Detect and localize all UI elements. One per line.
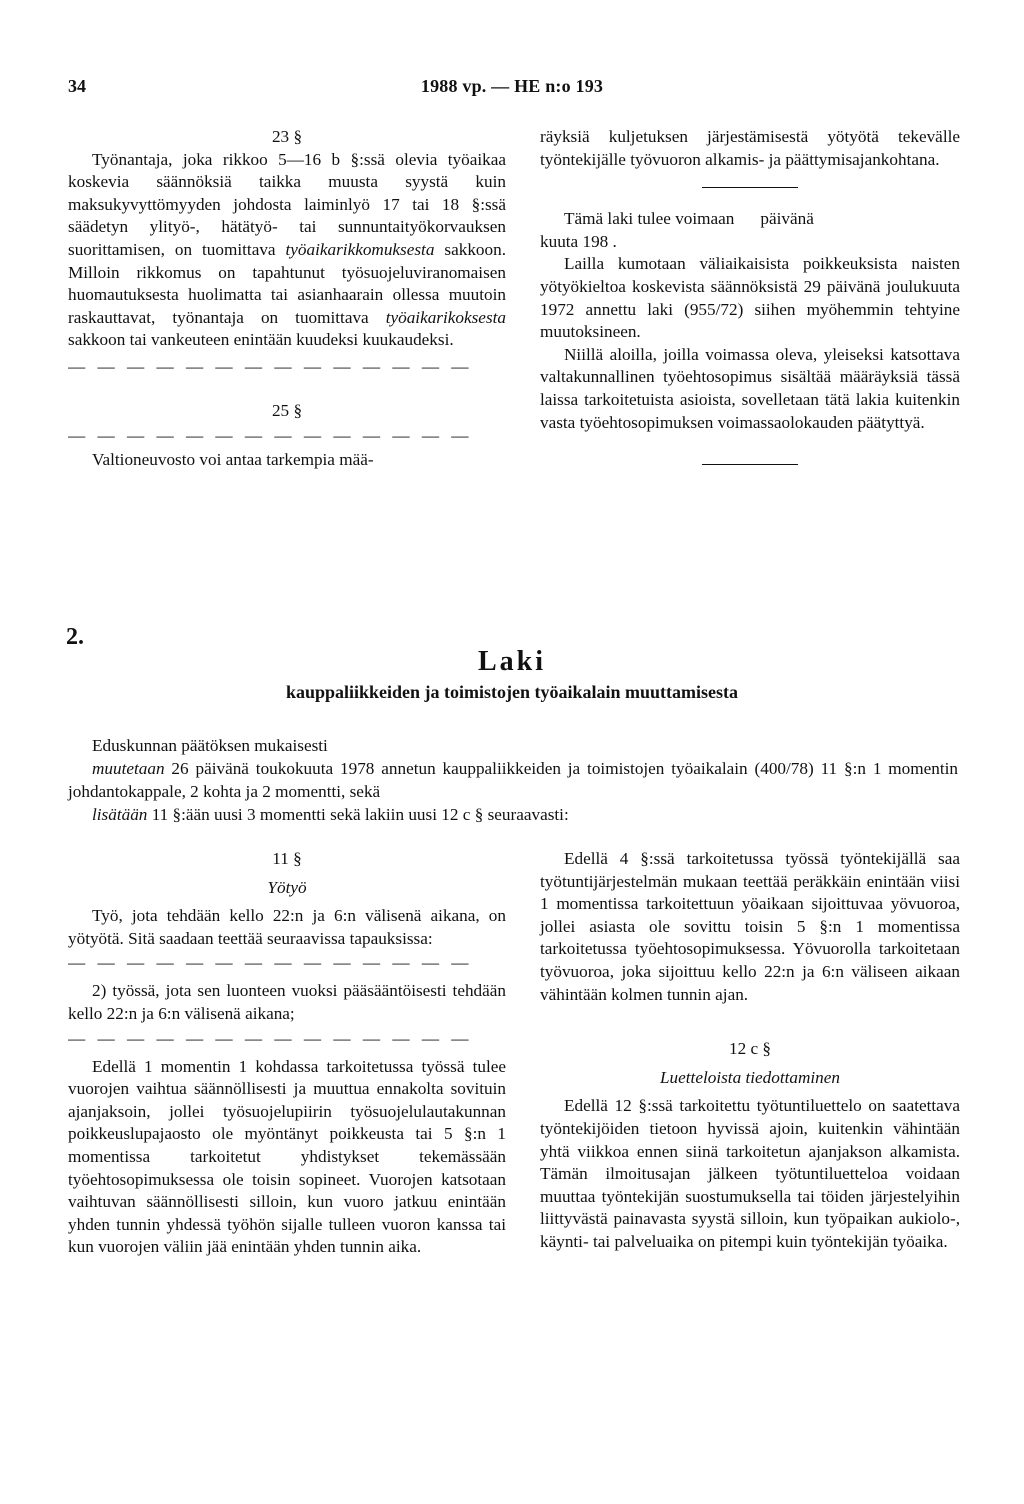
application-text: Niillä aloilla, joilla voimassa oleva, yleiseksi katsottava valtakunnallinen työehtosopimus sisältää määräyksiä tässä laissa tarkoitetuista asioista, sovelletaan tätä lakia kuitenkin vasta työehtosopimuksen voimassaolokauden päätyttyä. xyxy=(540,344,960,432)
page-number: 34 xyxy=(68,76,86,96)
omission-dashes: — — — — — — — — — — — — — — xyxy=(68,356,473,376)
term-tyoaikarikos: työaikarikoksesta xyxy=(385,307,506,327)
section-23-text: Työnantaja, joka rikkoo 5—16 b §:ssä olevia työaikaa koskevia säännöksiä taikka muusta syystä kuin maksukyvyttömyyden johdosta laiminlyö 17 tai 18 §:ssä säädetyn ylityö-, hätätyö- tai sunnuntaityökorvauksen suorittamisen, on tuomittava työaikarikkomuksesta sakkoon. Milloin rikkomus on tapahtunut työsuojeluviranomaisen huomautuksesta huolimatta tai asianhaarain ollessa muutoin raskauttavat, työnantaja on tuomittava työaikarikoksesta sakkoon tai vankeuteen enintään kuudeksi kuukaudeksi. xyxy=(68,149,506,350)
law-number: 2. xyxy=(66,624,84,650)
left-column-top xyxy=(68,126,506,471)
preamble-line: Eduskunnan päätöksen mukaisesti xyxy=(92,736,328,755)
right-column-top xyxy=(540,126,960,465)
omission-dashes: — — — — — — — — — — — — — — xyxy=(68,425,473,445)
entry-into-force-year: kuuta 198 . xyxy=(540,231,617,251)
preamble-add: lisätään 11 §:ään uusi 3 momentti sekä lakiin uusi 12 c § seuraavasti: xyxy=(92,805,569,824)
section-11-subtitle: Yötyö xyxy=(267,877,307,897)
omission-dashes: — — — — — — — — — — — — — — xyxy=(68,953,473,973)
left-column-bottom xyxy=(68,848,506,1259)
section-25-text: Valtioneuvosto voi antaa tarkempia mää- xyxy=(92,449,374,469)
document-title: 1988 vp. — HE n:o 193 xyxy=(420,76,604,96)
preamble-amend: muutetaan 26 päivänä toukokuuta 1978 annetun kauppaliikkeiden ja toimistojen työaikalain (400/78) 11 §:n 1 momentin johdantokappale, 2 kohta ja 2 momentti, sekä xyxy=(68,759,958,801)
omission-dashes: — — — — — — — — — — — — — — xyxy=(68,1028,473,1048)
separator-rule xyxy=(702,187,798,188)
right-column-bottom xyxy=(540,848,960,1254)
term-tyoaikarikkomus: työaikarikkomuksesta xyxy=(285,239,435,259)
continued-text: räyksiä kuljetuksen järjestämisestä yötyötä tekevälle työntekijälle työvuoron alkamis- ja päättymisajankohtana. xyxy=(540,127,960,169)
page-header xyxy=(0,70,1024,100)
entry-into-force: Tämä laki tulee voimaan päivänä xyxy=(564,209,814,229)
section-25-heading: 25 § xyxy=(271,400,303,420)
law-preamble xyxy=(68,734,958,826)
section-12c-heading: 12 c § xyxy=(728,1039,771,1059)
section-11-text: Työ, jota tehdään kello 22:n ja 6:n välisenä aikana, on yötyötä. Sitä saadaan teettää seuraavissa tapauksissa: xyxy=(68,906,506,948)
moment-2-text: Edellä 1 momentin 1 kohdassa tarkoitetussa työssä tulee vuorojen vaihtua säännöllisesti ja muuttua ennakolta sovituin ajanjaksoin, jollei työsuojelupiirin työsuojelulautakunnan poikkeuslupajaosto ole myöntänyt poikkeusta tai 5 §:n 1 momentissa tarkoitetut yhdistykset tekemässään työehtosopimuksessa ole toisin sopineet. Vuorojen katsotaan vaihtuvan säännöllisesti silloin, kun vuoro jatkuu enintään yhden tunnin yhdessä työhön sijalle tulleen vuoron kanssa tai kun vuorojen väliin jää enintään yhden tunnin aika. xyxy=(68,1056,506,1257)
repeal-text: Lailla kumotaan väliaikaisista poikkeuksista naisten yötyökieltoa koskevista säännöksistä 29 päivänä joulukuuta 1972 annettu laki (955/72) siihen myöhemmin tehtyine muutoksineen. xyxy=(540,254,960,342)
section-11-heading: 11 § xyxy=(272,849,302,868)
moment-3-text: Edellä 4 §:ssä tarkoitetussa työssä työntekijällä saa työtuntijärjestelmän mukaan teettää peräkkäin enintään viisi 1 momentissa tarkoitettuun yöaikaan sijoittuvaa yövuoroa, jollei asiasta ole sovittu toisin 5 §:n 1 momentissa tarkoitetussa työehtosopimuksessa. Yövuorolla tarkoitetaan työvuoroa, joka sijoittuu kello 22:n ja 6:n väliseen aikaan vähintään kolmen tunnin ajan. xyxy=(540,849,960,1004)
law-title: Laki xyxy=(477,646,547,677)
item-2-text: 2) työssä, jota sen luonteen vuoksi pääsääntöisesti tehdään kello 22:n ja 6:n välisenä aikana; xyxy=(68,981,506,1023)
section-23-heading: 23 § xyxy=(271,127,303,146)
section-12c-subtitle: Luetteloista tiedottaminen xyxy=(660,1067,840,1087)
section-12c-text: Edellä 12 §:ssä tarkoitettu työtuntiluettelo on saatettava työntekijöiden tietoon hyvissä ajoin, kuitenkin vähintään yhtä viikkoa ennen siinä tarkoitetun ajanjakson alkamista. Tämän ilmoitusajan jälkeen työtuntiluetteloa voidaan muuttaa työntekijän suostumuksella tai töiden järjestelyihin liittyvästä painavasta syystä silloin, kun työpaikan aukiolo-, käynti- tai palveluaika on pitempi kuin työntekijän työaika. xyxy=(540,1096,960,1251)
separator-rule xyxy=(702,464,798,465)
law-subtitle: kauppaliikkeiden ja toimistojen työaikalain muuttamisesta xyxy=(285,682,739,702)
